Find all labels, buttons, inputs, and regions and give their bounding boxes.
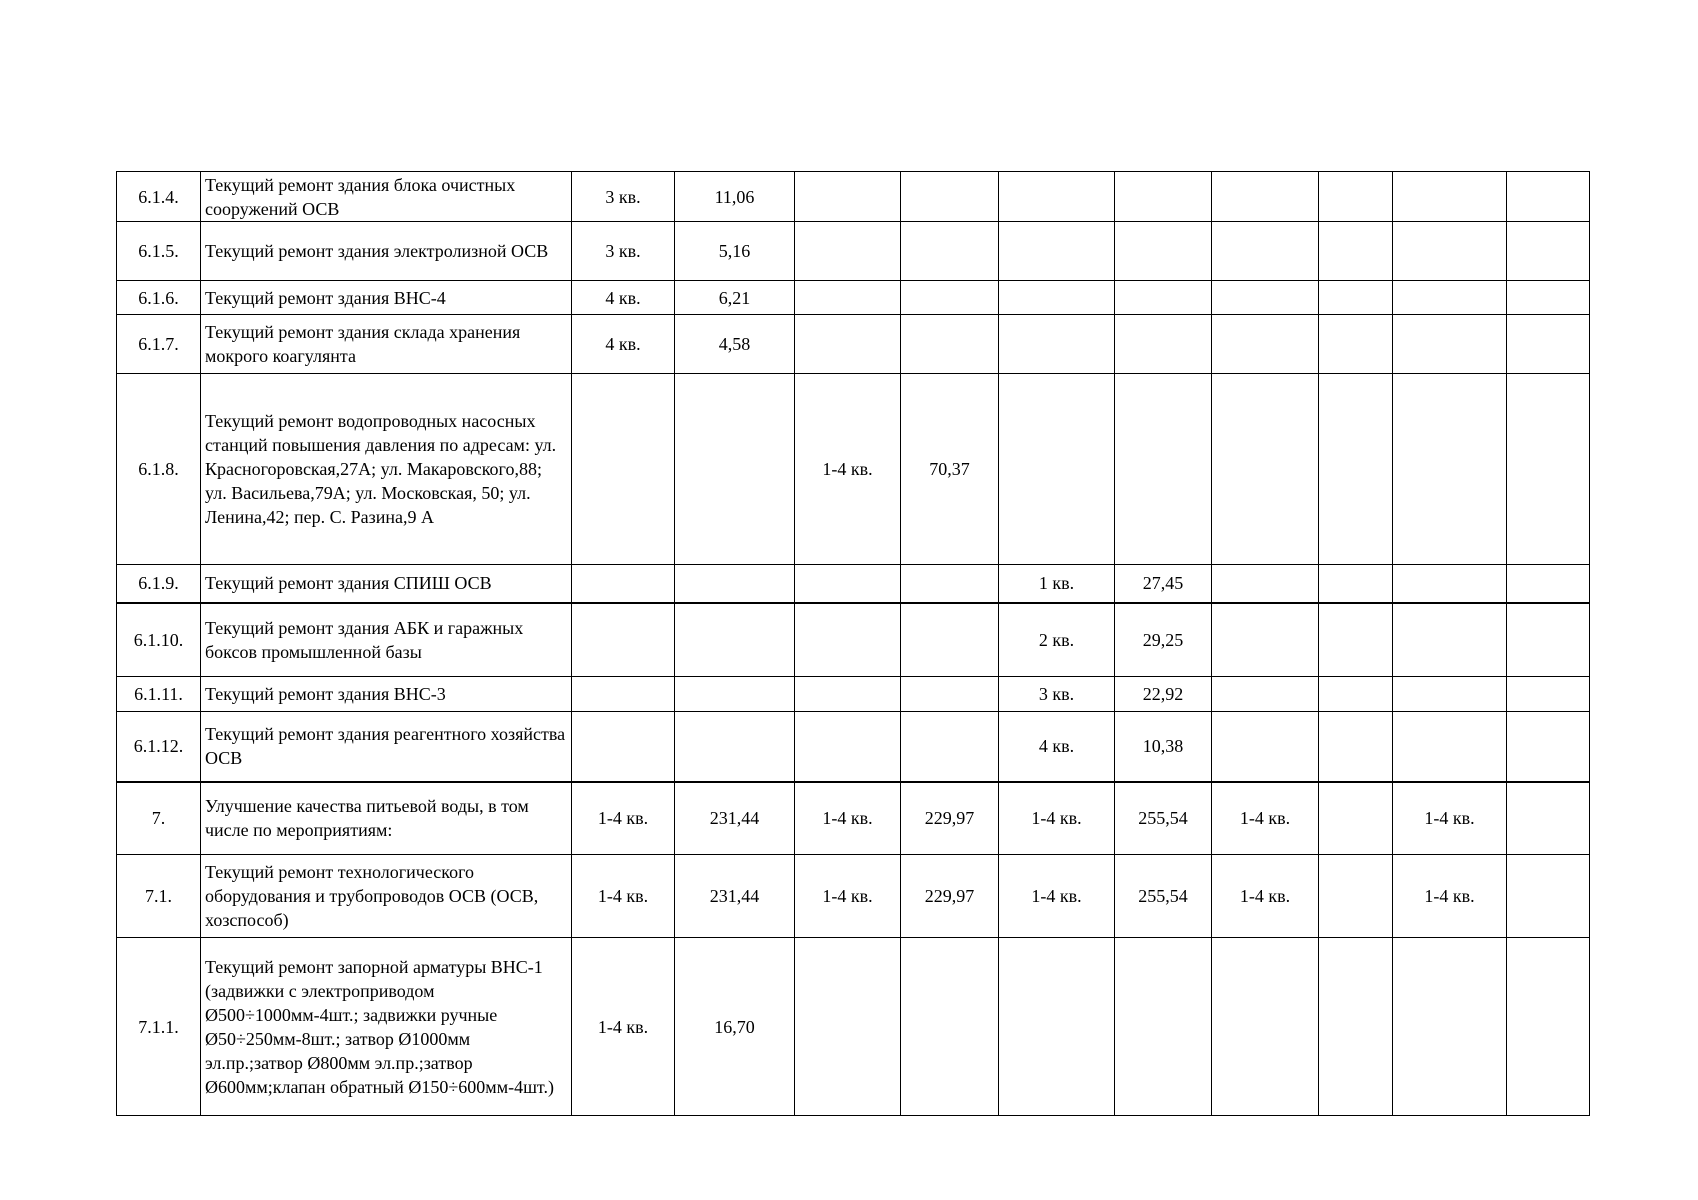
amount-cell (1507, 855, 1590, 938)
amount-cell (1319, 222, 1393, 281)
amount-cell (901, 281, 999, 315)
amount-cell (675, 374, 795, 565)
period-cell: 1-4 кв. (795, 855, 901, 938)
amount-cell (1115, 281, 1212, 315)
period-cell: 1-4 кв. (795, 782, 901, 855)
amount-cell: 11,06 (675, 172, 795, 222)
amount-cell (1507, 222, 1590, 281)
period-cell (999, 374, 1115, 565)
period-cell (999, 222, 1115, 281)
amount-cell (1507, 782, 1590, 855)
amount-cell: 255,54 (1115, 855, 1212, 938)
period-cell (795, 315, 901, 374)
row-description: Текущий ремонт здания электролизной ОСВ (201, 222, 572, 281)
amount-cell (1115, 315, 1212, 374)
amount-cell: 231,44 (675, 782, 795, 855)
amount-cell (1507, 315, 1590, 374)
row-number: 6.1.5. (117, 222, 201, 281)
amount-cell (901, 677, 999, 712)
period-cell: 1-4 кв. (999, 782, 1115, 855)
period-cell (1393, 281, 1507, 315)
row-description: Текущий ремонт здания АБК и гаражных боксов промышленной базы (201, 603, 572, 677)
amount-cell (1319, 855, 1393, 938)
amount-cell (1507, 281, 1590, 315)
row-number: 6.1.9. (117, 565, 201, 603)
row-number: 7. (117, 782, 201, 855)
period-cell (1393, 315, 1507, 374)
amount-cell (1319, 712, 1393, 782)
table-row (117, 172, 1590, 222)
period-cell: 4 кв. (572, 281, 675, 315)
amount-cell (1319, 374, 1393, 565)
period-cell (1212, 565, 1319, 603)
period-cell (572, 565, 675, 603)
period-cell: 1-4 кв. (1212, 855, 1319, 938)
amount-cell (1319, 565, 1393, 603)
amount-cell (901, 712, 999, 782)
period-cell (999, 938, 1115, 1116)
work-plan-table (116, 171, 1590, 1116)
period-cell (1212, 374, 1319, 565)
amount-cell (1507, 374, 1590, 565)
amount-cell (675, 603, 795, 677)
table-row (117, 603, 1590, 677)
amount-cell: 255,54 (1115, 782, 1212, 855)
period-cell (1212, 712, 1319, 782)
period-cell (795, 677, 901, 712)
amount-cell (1319, 172, 1393, 222)
row-description: Текущий ремонт здания склада хранения мокрого коагулянта (201, 315, 572, 374)
amount-cell: 229,97 (901, 855, 999, 938)
amount-cell: 4,58 (675, 315, 795, 374)
amount-cell (675, 677, 795, 712)
period-cell: 1-4 кв. (999, 855, 1115, 938)
row-description: Текущий ремонт здания СПИШ ОСВ (201, 565, 572, 603)
table-row (117, 315, 1590, 374)
period-cell (1393, 712, 1507, 782)
period-cell (999, 315, 1115, 374)
row-number: 6.1.11. (117, 677, 201, 712)
amount-cell (1319, 281, 1393, 315)
row-number: 6.1.10. (117, 603, 201, 677)
period-cell: 3 кв. (999, 677, 1115, 712)
row-description: Текущий ремонт водопроводных насосных станций повышения давления по адресам: ул. Красногоровская,27А; ул. Макаровского,88; ул. Васильева,79А; ул. Московская, 50; ул. Ленина,42; пер. С. Разина,9 А (201, 374, 572, 565)
period-cell: 1-4 кв. (795, 374, 901, 565)
amount-cell: 10,38 (1115, 712, 1212, 782)
amount-cell (901, 938, 999, 1116)
period-cell (795, 172, 901, 222)
row-description: Текущий ремонт технологического оборудования и трубопроводов ОСВ (ОСВ, хозспособ) (201, 855, 572, 938)
period-cell (1393, 222, 1507, 281)
period-cell (1393, 603, 1507, 677)
row-number: 6.1.7. (117, 315, 201, 374)
table-row (117, 782, 1590, 855)
period-cell: 3 кв. (572, 222, 675, 281)
row-description: Текущий ремонт здания реагентного хозяйства ОСВ (201, 712, 572, 782)
amount-cell (1319, 938, 1393, 1116)
amount-cell (1115, 222, 1212, 281)
row-description: Улучшение качества питьевой воды, в том числе по мероприятиям: (201, 782, 572, 855)
period-cell: 1-4 кв. (572, 855, 675, 938)
amount-cell (1507, 172, 1590, 222)
amount-cell (1507, 712, 1590, 782)
table-row (117, 565, 1590, 603)
row-description: Текущий ремонт запорной арматуры ВНС-1 (задвижки с электроприводом Ø500÷1000мм-4шт.; задвижки ручные Ø50÷250мм-8шт.; затвор Ø1000мм эл.пр.;затвор Ø800мм эл.пр.;затвор Ø600мм;клапан обратный Ø150÷600мм-4шт.) (201, 938, 572, 1116)
row-number: 6.1.8. (117, 374, 201, 565)
amount-cell: 22,92 (1115, 677, 1212, 712)
row-description: Текущий ремонт здания ВНС-3 (201, 677, 572, 712)
row-number: 7.1.1. (117, 938, 201, 1116)
period-cell (795, 565, 901, 603)
period-cell (795, 712, 901, 782)
amount-cell (901, 172, 999, 222)
amount-cell (1319, 315, 1393, 374)
period-cell (795, 603, 901, 677)
table-row (117, 222, 1590, 281)
period-cell: 4 кв. (999, 712, 1115, 782)
amount-cell (675, 712, 795, 782)
table-row (117, 374, 1590, 565)
row-number: 6.1.12. (117, 712, 201, 782)
amount-cell (901, 603, 999, 677)
period-cell (1212, 281, 1319, 315)
amount-cell: 16,70 (675, 938, 795, 1116)
amount-cell: 29,25 (1115, 603, 1212, 677)
amount-cell (1115, 938, 1212, 1116)
period-cell: 1-4 кв. (1212, 782, 1319, 855)
period-cell (1393, 938, 1507, 1116)
amount-cell (901, 565, 999, 603)
period-cell (999, 281, 1115, 315)
row-description: Текущий ремонт здания ВНС-4 (201, 281, 572, 315)
period-cell (572, 603, 675, 677)
period-cell (795, 938, 901, 1116)
period-cell: 1-4 кв. (1393, 782, 1507, 855)
period-cell (1393, 677, 1507, 712)
period-cell (999, 172, 1115, 222)
period-cell (795, 222, 901, 281)
amount-cell: 27,45 (1115, 565, 1212, 603)
period-cell (1212, 172, 1319, 222)
period-cell (1212, 603, 1319, 677)
period-cell (572, 712, 675, 782)
period-cell (1212, 222, 1319, 281)
period-cell (1212, 938, 1319, 1116)
amount-cell (1507, 565, 1590, 603)
amount-cell: 6,21 (675, 281, 795, 315)
table-row (117, 281, 1590, 315)
period-cell (1393, 374, 1507, 565)
amount-cell (1507, 677, 1590, 712)
period-cell: 4 кв. (572, 315, 675, 374)
period-cell: 3 кв. (572, 172, 675, 222)
amount-cell (1319, 603, 1393, 677)
amount-cell (1319, 677, 1393, 712)
row-description: Текущий ремонт здания блока очистных сооружений ОСВ (201, 172, 572, 222)
amount-cell: 229,97 (901, 782, 999, 855)
table-row (117, 677, 1590, 712)
amount-cell: 70,37 (901, 374, 999, 565)
period-cell: 1-4 кв. (1393, 855, 1507, 938)
amount-cell: 231,44 (675, 855, 795, 938)
period-cell (1212, 677, 1319, 712)
amount-cell (1507, 938, 1590, 1116)
period-cell (1212, 315, 1319, 374)
amount-cell (1507, 603, 1590, 677)
amount-cell (901, 315, 999, 374)
period-cell (1393, 565, 1507, 603)
table-row (117, 855, 1590, 938)
period-cell (795, 281, 901, 315)
table-row (117, 938, 1590, 1116)
amount-cell (1115, 374, 1212, 565)
row-number: 6.1.6. (117, 281, 201, 315)
table-row (117, 712, 1590, 782)
row-number: 6.1.4. (117, 172, 201, 222)
row-number: 7.1. (117, 855, 201, 938)
amount-cell (901, 222, 999, 281)
amount-cell (675, 565, 795, 603)
period-cell: 1-4 кв. (572, 782, 675, 855)
amount-cell: 5,16 (675, 222, 795, 281)
period-cell: 1-4 кв. (572, 938, 675, 1116)
period-cell (1393, 172, 1507, 222)
amount-cell (1115, 172, 1212, 222)
period-cell (572, 677, 675, 712)
amount-cell (1319, 782, 1393, 855)
period-cell: 1 кв. (999, 565, 1115, 603)
period-cell: 2 кв. (999, 603, 1115, 677)
period-cell (572, 374, 675, 565)
